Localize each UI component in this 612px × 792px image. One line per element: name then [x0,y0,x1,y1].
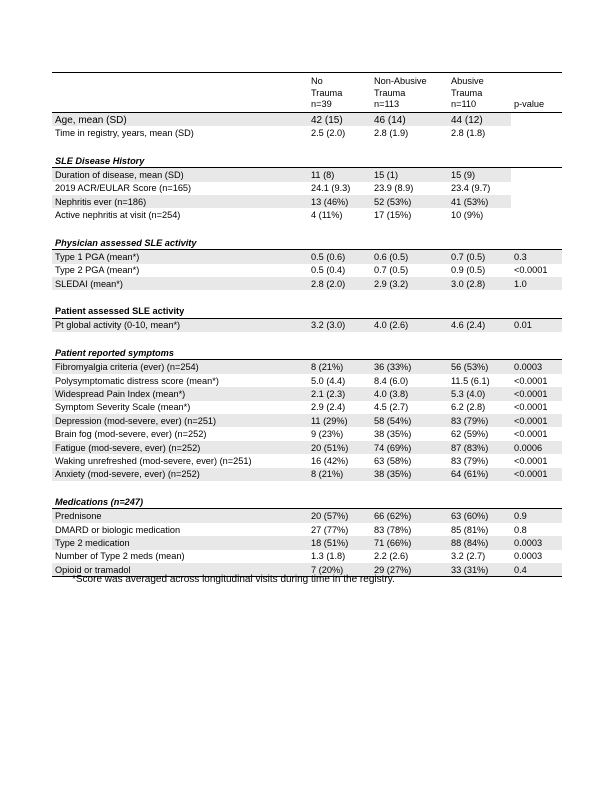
cell-abusive: 23.4 (9.7) [451,183,491,194]
spacer-cell [511,481,562,494]
spacer-cell [52,140,308,153]
section-title-row [52,494,562,509]
cell-no-trauma: 27 (77%) [311,524,349,535]
cell-p-value: <0.0001 [514,402,548,413]
cell-abusive: 10 (9%) [451,210,484,221]
table-row [52,468,562,481]
table-row [52,414,562,427]
cell-non-abusive: 4.0 (2.6) [371,318,448,332]
cell-non-abusive: 0.6 (0.5) [371,250,448,264]
cell-abusive: 3.2 (2.7) [451,551,486,562]
cell-non-abusive: 15 (1) [371,168,448,182]
cell-no-trauma: 5.0 (4.4) [311,375,346,386]
cell-p-value: <0.0001 [511,387,562,400]
spacer-cell [511,140,562,153]
cell-abusive: 6.2 (2.8) [451,402,486,413]
row-label: Widespread Pain Index (mean*) [52,387,308,400]
cell-no-trauma: 0.5 (0.4) [311,265,346,276]
spacer-cell [511,332,562,345]
cell-no-trauma: 2.8 (2.0) [308,277,371,290]
cell-abusive: 0.9 (0.5) [451,265,486,276]
section-title-row [52,235,562,250]
section-title-row [52,345,562,360]
cell-no-trauma: 2.1 (2.3) [308,387,371,400]
table-row [52,441,562,454]
row-label: Brain fog (mod-severe, ever) (n=252) [55,429,207,440]
cell-no-trauma: 4 (11%) [311,210,343,221]
cell-no-trauma: 18 (51%) [308,536,371,549]
cell-p-value: <0.0001 [511,414,562,427]
section-spacer [52,481,562,494]
cell-p-value: 0.0003 [511,536,562,549]
spacer-cell [308,140,371,153]
cell-abusive: 63 (60%) [448,509,511,523]
table-row [52,182,562,195]
row-label: Duration of disease, mean (SD) [52,168,308,182]
section-title-blank [511,494,562,509]
table-row [52,387,562,400]
table-row [52,454,562,467]
cell-no-trauma: 11 (8) [308,168,371,182]
cell-abusive: 4.6 (2.4) [448,318,511,332]
cell-non-abusive: 36 (33%) [371,360,448,374]
row-label: 2019 ACR/EULAR Score (n=165) [55,183,192,194]
row-label: Pt global activity (0-10, mean*) [52,318,308,332]
spacer-cell [308,481,371,494]
cell-non-abusive: 63 (58%) [374,456,412,466]
cell-abusive: 62 (59%) [451,429,489,440]
cell-p-value: 0.9 [511,509,562,523]
section-title-blank [371,304,448,319]
cell-no-trauma: 13 (46%) [308,195,371,208]
section-title-blank [371,494,448,509]
spacer-cell [308,332,371,345]
row-label: Nephritis ever (n=186) [52,195,308,208]
cell-non-abusive: 58 (54%) [371,414,448,427]
cell-non-abusive: 2.9 (3.2) [371,277,448,290]
row-label: Fatigue (mod-severe, ever) (n=252) [52,441,308,454]
cell-non-abusive: 29 (27%) [371,563,448,577]
cell-p-value: 0.0003 [511,360,562,374]
row-label: Polysymptomatic distress score (mean*) [55,375,219,386]
cell-non-abusive: 2.8 (1.9) [374,128,409,139]
cell-p-value [511,195,562,208]
section-spacer [52,290,562,303]
row-label: Opioid or tramadol [52,563,308,577]
section-spacer [52,140,562,153]
row-label: Type 2 PGA (mean*) [55,265,140,276]
table-row [52,250,562,264]
row-label: Type 1 PGA (mean*) [52,250,308,264]
cell-abusive: 5.3 (4.0) [448,387,511,400]
section-title-blank [448,345,511,360]
section-title-blank [448,304,511,319]
cell-no-trauma: 8 (21%) [308,468,371,481]
section-title-blank [308,235,371,250]
cell-p-value: 0.01 [511,318,562,332]
cell-p-value: 0.0006 [511,441,562,454]
cell-no-trauma: 24.1 (9.3) [311,183,351,194]
cell-abusive: 64 (61%) [448,468,511,481]
cell-p-value: <0.0001 [514,265,548,276]
trauma-table [52,72,562,577]
cell-non-abusive: 46 (14) [371,113,448,127]
table-row [52,277,562,290]
section-title-blank [308,345,371,360]
cell-non-abusive: 17 (15%) [374,210,412,221]
cell-non-abusive: 38 (35%) [371,468,448,481]
section-title-blank [448,235,511,250]
cell-no-trauma: 20 (57%) [308,509,371,523]
section-title-blank [308,304,371,319]
spacer-cell [308,290,371,303]
cell-non-abusive: 8.4 (6.0) [374,375,409,386]
cell-no-trauma: 16 (42%) [311,456,349,466]
row-label: Waking unrefreshed (mod-severe, ever) (n=251) [55,456,252,466]
header-no-trauma: No Trauma n=39 [308,73,371,113]
section-title-blank [511,304,562,319]
spacer-cell [371,290,448,303]
section-title-blank [511,235,562,250]
spacer-cell [52,290,308,303]
table-row [52,126,562,139]
cell-p-value: <0.0001 [514,375,548,386]
table-row [52,550,562,563]
row-label: Prednisone [52,509,308,523]
spacer-cell [371,140,448,153]
table-row [52,195,562,208]
cell-no-trauma: 3.2 (3.0) [308,318,371,332]
cell-non-abusive: 71 (66%) [371,536,448,549]
section-spacer [52,222,562,235]
table-row [52,427,562,440]
cell-p-value [511,182,562,195]
cell-no-trauma: 9 (23%) [311,429,344,440]
spacer-cell [448,481,511,494]
cell-non-abusive: 83 (78%) [374,524,412,535]
section-title-blank [371,235,448,250]
spacer-cell [511,290,562,303]
cell-abusive: 3.0 (2.8) [448,277,511,290]
cell-abusive: 0.7 (0.5) [448,250,511,264]
spacer-cell [371,481,448,494]
row-label: Anxiety (mod-severe, ever) (n=252) [52,468,308,481]
spacer-cell [448,290,511,303]
cell-no-trauma: 1.3 (1.8) [311,551,346,562]
cell-abusive: 41 (53%) [448,195,511,208]
cell-no-trauma: 8 (21%) [308,360,371,374]
cell-non-abusive: 4.5 (2.7) [374,402,409,413]
cell-p-value [511,113,562,127]
cell-no-trauma: 2.5 (2.0) [311,128,346,139]
cell-non-abusive: 52 (53%) [371,195,448,208]
header-abusive-trauma: Abusive Trauma n=110 [448,73,511,113]
cell-p-value: 0.8 [514,524,527,535]
cell-p-value: 0.3 [511,250,562,264]
section-title-blank [448,153,511,168]
cell-non-abusive: 66 (62%) [371,509,448,523]
spacer-cell [52,481,308,494]
row-label: DMARD or biologic medication [55,524,181,535]
footnote: *Score was averaged across longitudinal visits during time in the registry. [72,574,395,585]
table-row [52,360,562,374]
section-title-blank [371,153,448,168]
cell-p-value [511,208,562,221]
cell-abusive: 15 (9) [448,168,511,182]
header-blank [52,73,308,113]
row-label: SLEDAI (mean*) [52,277,308,290]
spacer-cell [448,332,511,345]
cell-p-value [511,168,562,182]
cell-p-value: <0.0001 [511,468,562,481]
table-row [52,536,562,549]
section-title-blank [448,494,511,509]
cell-p-value: 0.0003 [514,551,543,562]
cell-abusive: 33 (31%) [448,563,511,577]
cell-abusive: 11.5 (6.1) [451,375,490,386]
row-label: Symptom Severity Scale (mean*) [55,402,191,413]
section-title: Physician assessed SLE activity [52,235,308,250]
spacer-cell [371,222,448,235]
spacer-cell [52,222,308,235]
cell-no-trauma: 11 (29%) [308,414,371,427]
cell-abusive: 2.8 (1.8) [451,128,486,139]
section-title-blank [308,153,371,168]
row-label: Fibromyalgia criteria (ever) (n=254) [52,360,308,374]
row-label: Time in registry, years, mean (SD) [55,128,194,139]
table-row [52,318,562,332]
section-title-blank [308,494,371,509]
table-row [52,401,562,414]
cell-no-trauma: 42 (15) [308,113,371,127]
cell-non-abusive: 74 (69%) [371,441,448,454]
cell-abusive: 83 (79%) [448,414,511,427]
cell-abusive: 85 (81%) [451,524,489,535]
cell-no-trauma: 7 (20%) [308,563,371,577]
spacer-cell [448,140,511,153]
cell-p-value: <0.0001 [514,429,548,440]
section-title: SLE Disease History [52,153,308,168]
row-label: Active nephritis at visit (n=254) [55,210,181,221]
table-row [52,113,562,127]
cell-no-trauma: 0.5 (0.6) [308,250,371,264]
table-row [52,374,562,387]
cell-p-value: <0.0001 [514,456,548,466]
row-label: Age, mean (SD) [52,113,308,127]
spacer-cell [371,332,448,345]
table-header-row [52,73,562,113]
cell-p-value [511,126,562,139]
table-row [52,208,562,221]
table-row [52,509,562,523]
section-title: Medications (n=247) [52,494,308,509]
section-title-row [52,153,562,168]
cell-abusive: 88 (84%) [448,536,511,549]
cell-no-trauma: 20 (51%) [308,441,371,454]
section-title-blank [371,345,448,360]
row-label: Depression (mod-severe, ever) (n=251) [52,414,308,427]
section-title-row [52,304,562,319]
cell-non-abusive: 4.0 (3.8) [371,387,448,400]
cell-p-value: 0.4 [511,563,562,577]
table-row [52,168,562,182]
cell-p-value: 1.0 [511,277,562,290]
spacer-cell [511,222,562,235]
cell-non-abusive: 38 (35%) [374,429,412,440]
section-title-blank [511,153,562,168]
row-label: Number of Type 2 meds (mean) [55,551,185,562]
header-non-abusive-trauma: Non-Abusive Trauma n=113 [371,73,448,113]
table-row [52,264,562,277]
section-title-blank [511,345,562,360]
cell-non-abusive: 23.9 (8.9) [374,183,414,194]
cell-non-abusive: 0.7 (0.5) [374,265,409,276]
cell-abusive: 87 (83%) [448,441,511,454]
section-spacer [52,332,562,345]
cell-non-abusive: 2.2 (2.6) [374,551,409,562]
row-label: Type 2 medication [52,536,308,549]
section-title: Patient reported symptoms [52,345,308,360]
spacer-cell [52,332,308,345]
cell-abusive: 56 (53%) [448,360,511,374]
cell-abusive: 44 (12) [448,113,511,127]
cell-no-trauma: 2.9 (2.4) [311,402,346,413]
spacer-cell [448,222,511,235]
table-row [52,523,562,536]
cell-abusive: 83 (79%) [451,456,489,466]
header-p-value: p-value [511,73,562,113]
section-title: Patient assessed SLE activity [52,304,308,319]
spacer-cell [308,222,371,235]
